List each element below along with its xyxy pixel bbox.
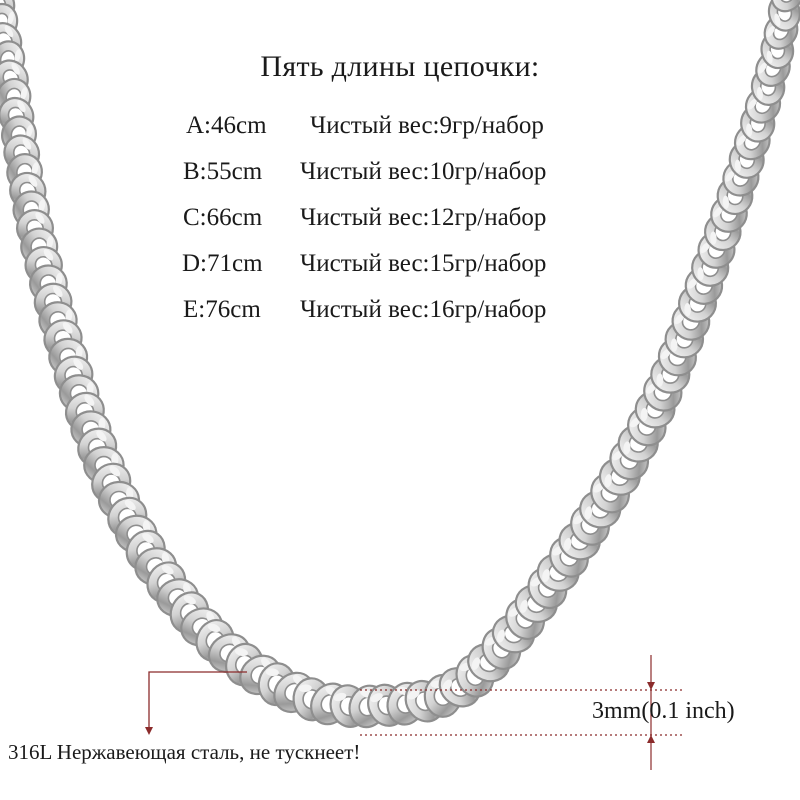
net-weight: Чистый вес:15гр/набор	[300, 250, 547, 277]
spec-row	[0, 204, 800, 244]
chain-length: A:46cm	[186, 112, 267, 139]
chain-length: C:66cm	[183, 204, 263, 231]
chain-length: E:76cm	[183, 296, 261, 323]
page-title: Пять длины цепочки:	[260, 50, 540, 83]
net-weight: Чистый вес:9гр/набор	[310, 112, 544, 139]
net-weight: Чистый вес:12гр/набор	[300, 204, 547, 231]
spec-row	[0, 112, 800, 152]
net-weight: Чистый вес:16гр/набор	[300, 296, 547, 323]
spec-row	[0, 158, 800, 198]
net-weight: Чистый вес:10гр/набор	[300, 158, 547, 185]
chain-width-label: 3mm(0.1 inch)	[592, 698, 735, 724]
chain-length: D:71cm	[182, 250, 263, 277]
material-label: 316L Нержавеющая сталь, не тускнеет!	[8, 740, 361, 764]
spec-row	[0, 250, 800, 290]
spec-row	[0, 296, 800, 336]
chain-length: B:55cm	[183, 158, 263, 185]
